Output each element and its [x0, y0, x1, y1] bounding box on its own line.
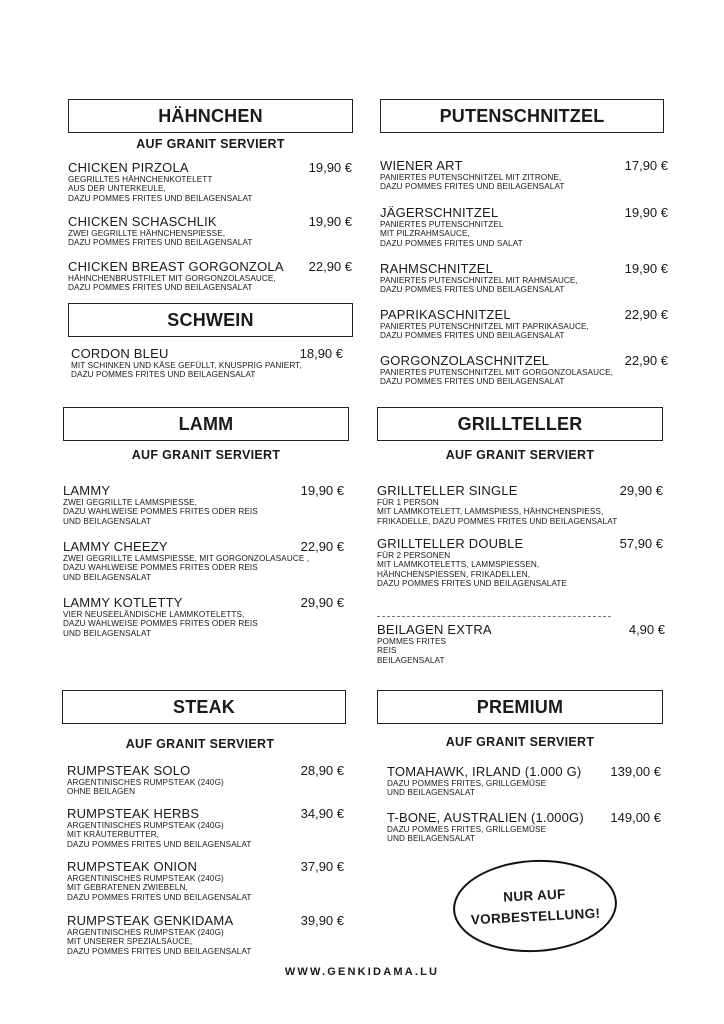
item-description: ARGENTINISCHES RUMPSTEAK (240G) MIT GEBRATENEN ZWIEBELN, DAZU POMMES FRITES UND BEILAGENSALAT	[67, 874, 252, 902]
item-description: GEGRILLTES HÄHNCHENKOTELETT AUS DER UNTERKEULE, DAZU POMMES FRITES UND BEILAGENSALAT	[68, 175, 253, 203]
item-description: PANIERTES PUTENSCHNITZEL MIT RAHMSAUCE, DAZU POMMES FRITES UND BEILAGENSALAT	[380, 276, 578, 295]
item-name: GRILLTELLER SINGLE	[377, 483, 518, 498]
item-description: ZWEI GEGRILLTE LAMMSPIESSE, DAZU WAHLWEISE POMMES FRITES ODER REIS UND BEILAGENSALAT	[63, 498, 258, 526]
section-title-grillteller: GRILLTELLER	[377, 407, 663, 441]
item-price: 139,00 €	[610, 764, 661, 779]
item-price: 19,90 €	[308, 214, 352, 229]
item-name: CORDON BLEU	[71, 346, 169, 361]
section-title-premium: PREMIUM	[377, 690, 663, 724]
item-price: 19,90 €	[624, 205, 668, 220]
item-name: RUMPSTEAK SOLO	[67, 763, 191, 778]
badge-line-2: VORBESTELLUNG!	[470, 905, 601, 928]
item-name: TOMAHAWK, IRLAND (1.000 G)	[387, 764, 582, 779]
section-title-steak: STEAK	[62, 690, 346, 724]
item-description: ARGENTINISCHES RUMPSTEAK (240G) MIT UNSERER SPEZIALSAUCE, DAZU POMMES FRITES UND BEILAGENSALAT	[67, 928, 252, 956]
item-description: VIER NEUSEELÄNDISCHE LAMMKOTELETTS, DAZU WAHLWEISE POMMES FRITES ODER REIS UND BEILAGENSALAT	[63, 610, 258, 638]
section-title-schwein: SCHWEIN	[68, 303, 353, 337]
item-price: 39,90 €	[300, 913, 344, 928]
section-subtitle-lamm: AUF GRANIT SERVIERT	[131, 448, 281, 462]
item-name: GORGONZOLASCHNITZEL	[380, 353, 550, 368]
item-price: 34,90 €	[300, 806, 344, 821]
section-subtitle-haehnchen: AUF GRANIT SERVIERT	[136, 137, 285, 151]
item-description: PANIERTES PUTENSCHNITZEL MIT PILZRAHMSAUCE, DAZU POMMES FRITES UND SALAT	[380, 220, 523, 248]
item-name: CHICKEN SCHASCHLIK	[68, 214, 217, 229]
item-price: 17,90 €	[624, 158, 668, 173]
item-price: 4,90 €	[628, 622, 665, 637]
section-title-putenschnitzel: PUTENSCHNITZEL	[380, 99, 664, 133]
item-price: 57,90 €	[619, 536, 663, 551]
divider	[377, 616, 611, 617]
section-subtitle-grillteller: AUF GRANIT SERVIERT	[445, 448, 595, 462]
item-description: MIT SCHINKEN UND KÄSE GEFÜLLT, KNUSPRIG PANIERT, DAZU POMMES FRITES UND BEILAGENSALAT	[71, 361, 302, 380]
badge-line-1: NUR AUF	[502, 886, 566, 905]
item-price: 22,90 €	[624, 307, 668, 322]
item-price: 29,90 €	[619, 483, 663, 498]
item-description: ARGENTINISCHES RUMPSTEAK (240G) OHNE BEILAGEN	[67, 778, 224, 797]
section-subtitle-premium: AUF GRANIT SERVIERT	[445, 735, 595, 749]
section-subtitle-steak: AUF GRANIT SERVIERT	[125, 737, 275, 751]
item-price: 29,90 €	[300, 595, 344, 610]
section-title-haehnchen: HÄHNCHEN	[68, 99, 353, 133]
item-description: ARGENTINISCHES RUMPSTEAK (240G) MIT KRÄUTERBUTTER, DAZU POMMES FRITES UND BEILAGENSALAT	[67, 821, 252, 849]
item-name: LAMMY KOTLETTY	[63, 595, 183, 610]
item-description: HÄHNCHENBRUSTFILET MIT GORGONZOLASAUCE, DAZU POMMES FRITES UND BEILAGENSALAT	[68, 274, 276, 293]
item-price: 149,00 €	[610, 810, 661, 825]
preorder-badge	[451, 856, 620, 956]
item-description: POMMES FRITES REIS BEILAGENSALAT	[377, 637, 447, 665]
item-price: 28,90 €	[300, 763, 344, 778]
item-description: FÜR 2 PERSONEN MIT LAMMKOTELETTS, LAMMSPIESSEN, HÄHNCHENSPIESSEN, FRIKADELLEN, DAZU POMMES FRITES UND BEILAGENSALATE	[377, 551, 568, 589]
item-name: BEILAGEN EXTRA	[377, 622, 492, 637]
item-name: CHICKEN PIRZOLA	[68, 160, 189, 175]
item-name: WIENER ART	[380, 158, 463, 173]
item-price: 22,90 €	[300, 539, 344, 554]
item-name: LAMMY CHEEZY	[63, 539, 168, 554]
item-name: T-BONE, AUSTRALIEN (1.000G)	[387, 810, 584, 825]
item-name: LAMMY	[63, 483, 111, 498]
item-name: RUMPSTEAK ONION	[67, 859, 198, 874]
item-description: FÜR 1 PERSON MIT LAMMKOTELETT, LAMMSPIESS, HÄHNCHENSPIESS, FRIKADELLE, DAZU POMMES FRITES UND BEILAGENSALAT	[377, 498, 618, 526]
item-name: JÄGERSCHNITZEL	[380, 205, 499, 220]
item-description: ZWEI GEGRILLTE HÄHNCHENSPIESSE, DAZU POMMES FRITES UND BEILAGENSALAT	[68, 229, 253, 248]
item-name: RAHMSCHNITZEL	[380, 261, 494, 276]
item-price: 37,90 €	[300, 859, 344, 874]
item-price: 22,90 €	[308, 259, 352, 274]
item-price: 19,90 €	[300, 483, 344, 498]
item-description: ZWEI GEGRILLTE LAMMSPIESSE, MIT GORGONZOLASAUCE , DAZU WAHLWEISE POMMES FRITES ODER REIS UND BEILAGENSALAT	[63, 554, 310, 582]
item-description: DAZU POMMES FRITES, GRILLGEMÜSE UND BEILAGENSALAT	[387, 779, 547, 798]
item-price: 22,90 €	[624, 353, 668, 368]
item-name: GRILLTELLER DOUBLE	[377, 536, 524, 551]
item-price: 19,90 €	[308, 160, 352, 175]
item-price: 18,90 €	[299, 346, 343, 361]
footer-website: WWW.GENKIDAMA.LU	[284, 966, 440, 978]
item-description: PANIERTES PUTENSCHNITZEL MIT PAPRIKASAUCE, DAZU POMMES FRITES UND BEILAGENSALAT	[380, 322, 589, 341]
section-title-lamm: LAMM	[63, 407, 349, 441]
item-description: PANIERTES PUTENSCHNITZEL MIT GORGONZOLASAUCE, DAZU POMMES FRITES UND BEILAGENSALAT	[380, 368, 614, 387]
item-price: 19,90 €	[624, 261, 668, 276]
item-description: DAZU POMMES FRITES, GRILLGEMÜSE UND BEILAGENSALAT	[387, 825, 547, 844]
item-name: RUMPSTEAK HERBS	[67, 806, 200, 821]
item-description: PANIERTES PUTENSCHNITZEL MIT ZITRONE, DAZU POMMES FRITES UND BEILAGENSALAT	[380, 173, 565, 192]
item-name: RUMPSTEAK GENKIDAMA	[67, 913, 234, 928]
item-name: CHICKEN BREAST GORGONZOLA	[68, 259, 284, 274]
item-name: PAPRIKASCHNITZEL	[380, 307, 511, 322]
